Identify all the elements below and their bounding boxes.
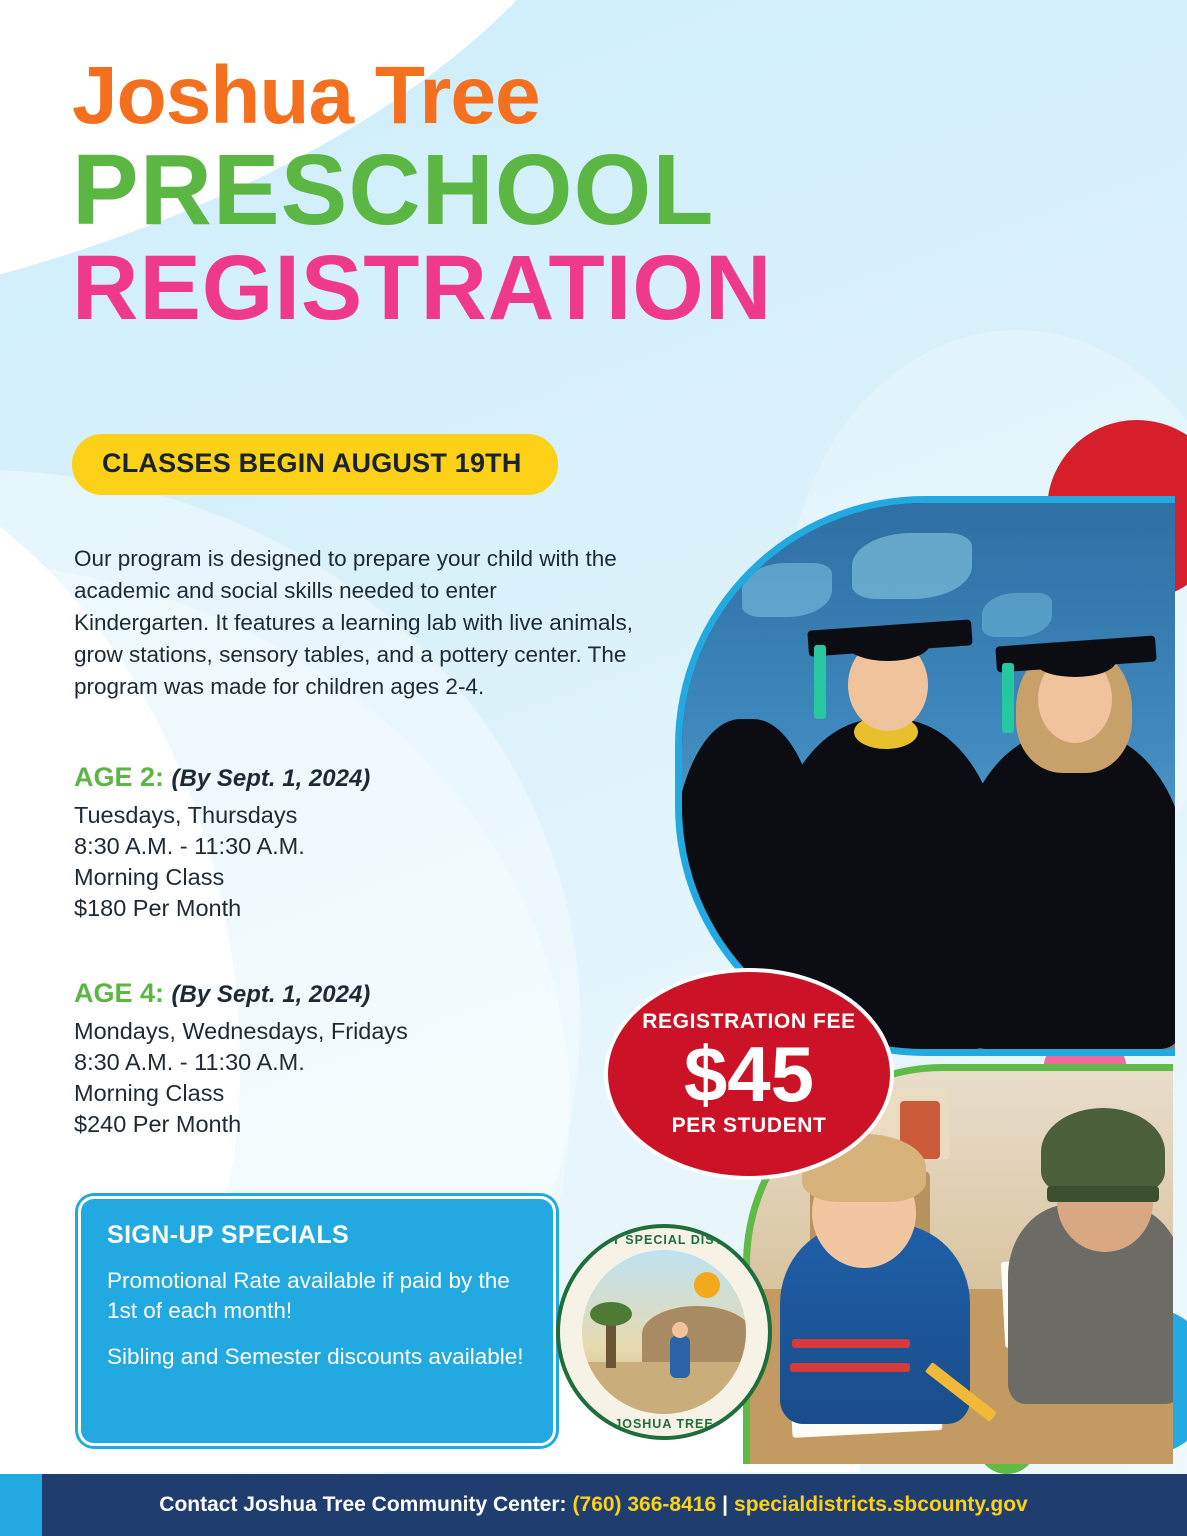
fee-badge-top-label: REGISTRATION FEE — [642, 1009, 856, 1033]
age-4-session: Morning Class — [74, 1080, 225, 1107]
age-2-cutoff: (By Sept. 1, 2024) — [171, 765, 371, 792]
seal-joshua-tree-icon — [606, 1314, 616, 1368]
second-child-hat — [1041, 1108, 1165, 1196]
age-2-price: $180 Per Month — [74, 895, 242, 922]
age-2-time: 8:30 A.M. - 11:30 A.M. — [74, 833, 305, 860]
age-2-days: Tuesdays, Thursdays — [74, 802, 298, 828]
footer-separator: | — [722, 1493, 729, 1516]
seal-mountain-icon — [642, 1306, 746, 1362]
age-4-time: 8:30 A.M. - 11:30 A.M. — [74, 1049, 305, 1076]
signup-specials-item-1: Promotional Rate available if paid by the 1st of each month! — [107, 1268, 510, 1324]
boy-sleeve-stripe-1 — [790, 1363, 910, 1372]
fee-badge-amount: $45 — [683, 1029, 815, 1118]
girl-gown — [958, 731, 1175, 1049]
footer-label: Contact Joshua Tree Community Center: — [159, 1493, 567, 1516]
signup-specials-box — [78, 1196, 556, 1446]
footer-phone[interactable]: (760) 366-8416 — [572, 1493, 717, 1516]
age-group-4 — [74, 978, 654, 1140]
seal-figure-icon — [670, 1336, 690, 1378]
age-4-days: Mondays, Wednesdays, Fridays — [74, 1018, 408, 1044]
title-line-joshua-tree: Joshua Tree — [72, 50, 540, 141]
title-line-preschool: PRESCHOOL — [72, 134, 715, 247]
footer-accent-strip — [0, 1474, 42, 1536]
signup-specials-title: SIGN-UP SPECIALS — [107, 1221, 350, 1249]
boy-tassel — [814, 645, 826, 719]
fee-badge-bottom-label: PER STUDENT — [671, 1114, 827, 1138]
age-4-cutoff: (By Sept. 1, 2024) — [171, 981, 371, 1008]
classes-begin-badge: CLASSES BEGIN AUGUST 19TH — [72, 434, 558, 495]
age-group-2 — [74, 762, 654, 924]
seal-text-bottom: JOSHUA TREE — [614, 1417, 714, 1431]
registration-fee-badge — [604, 968, 894, 1180]
signup-specials-item-2: Sibling and Semester discounts available! — [107, 1344, 524, 1370]
age-4-price: $240 Per Month — [74, 1111, 242, 1138]
age-2-label: AGE 2: — [74, 762, 165, 792]
seal-ground — [582, 1362, 746, 1414]
seal-sun-icon — [694, 1272, 720, 1298]
title-line-registration: REGISTRATION — [72, 237, 773, 340]
boy-sleeve-stripe-2 — [792, 1339, 910, 1348]
page-title — [72, 50, 1112, 340]
age-2-session: Morning Class — [74, 864, 225, 891]
seal-text-top: COUNTY SPECIAL DISTRICTS — [562, 1233, 766, 1247]
program-description: Our program is designed to prepare your child with the academic and social skills needed to enter Kindergarten. It features a learning lab with live animals, grow stations, sensory tables, and a pottery center. The program was made for children ages 2-4. — [74, 546, 634, 699]
mural-fish-two-icon — [852, 533, 972, 599]
footer-contact-bar — [0, 1474, 1187, 1536]
girl-cap-board — [995, 635, 1156, 672]
graduate-girl — [958, 619, 1175, 1049]
seal-artwork — [582, 1250, 746, 1414]
girl-tassel — [1002, 663, 1014, 733]
second-child-hat-brim — [1047, 1186, 1159, 1202]
footer-website[interactable]: specialdistricts.sbcounty.gov — [734, 1493, 1028, 1516]
county-special-districts-seal — [556, 1224, 772, 1440]
age-4-label: AGE 4: — [74, 978, 165, 1008]
